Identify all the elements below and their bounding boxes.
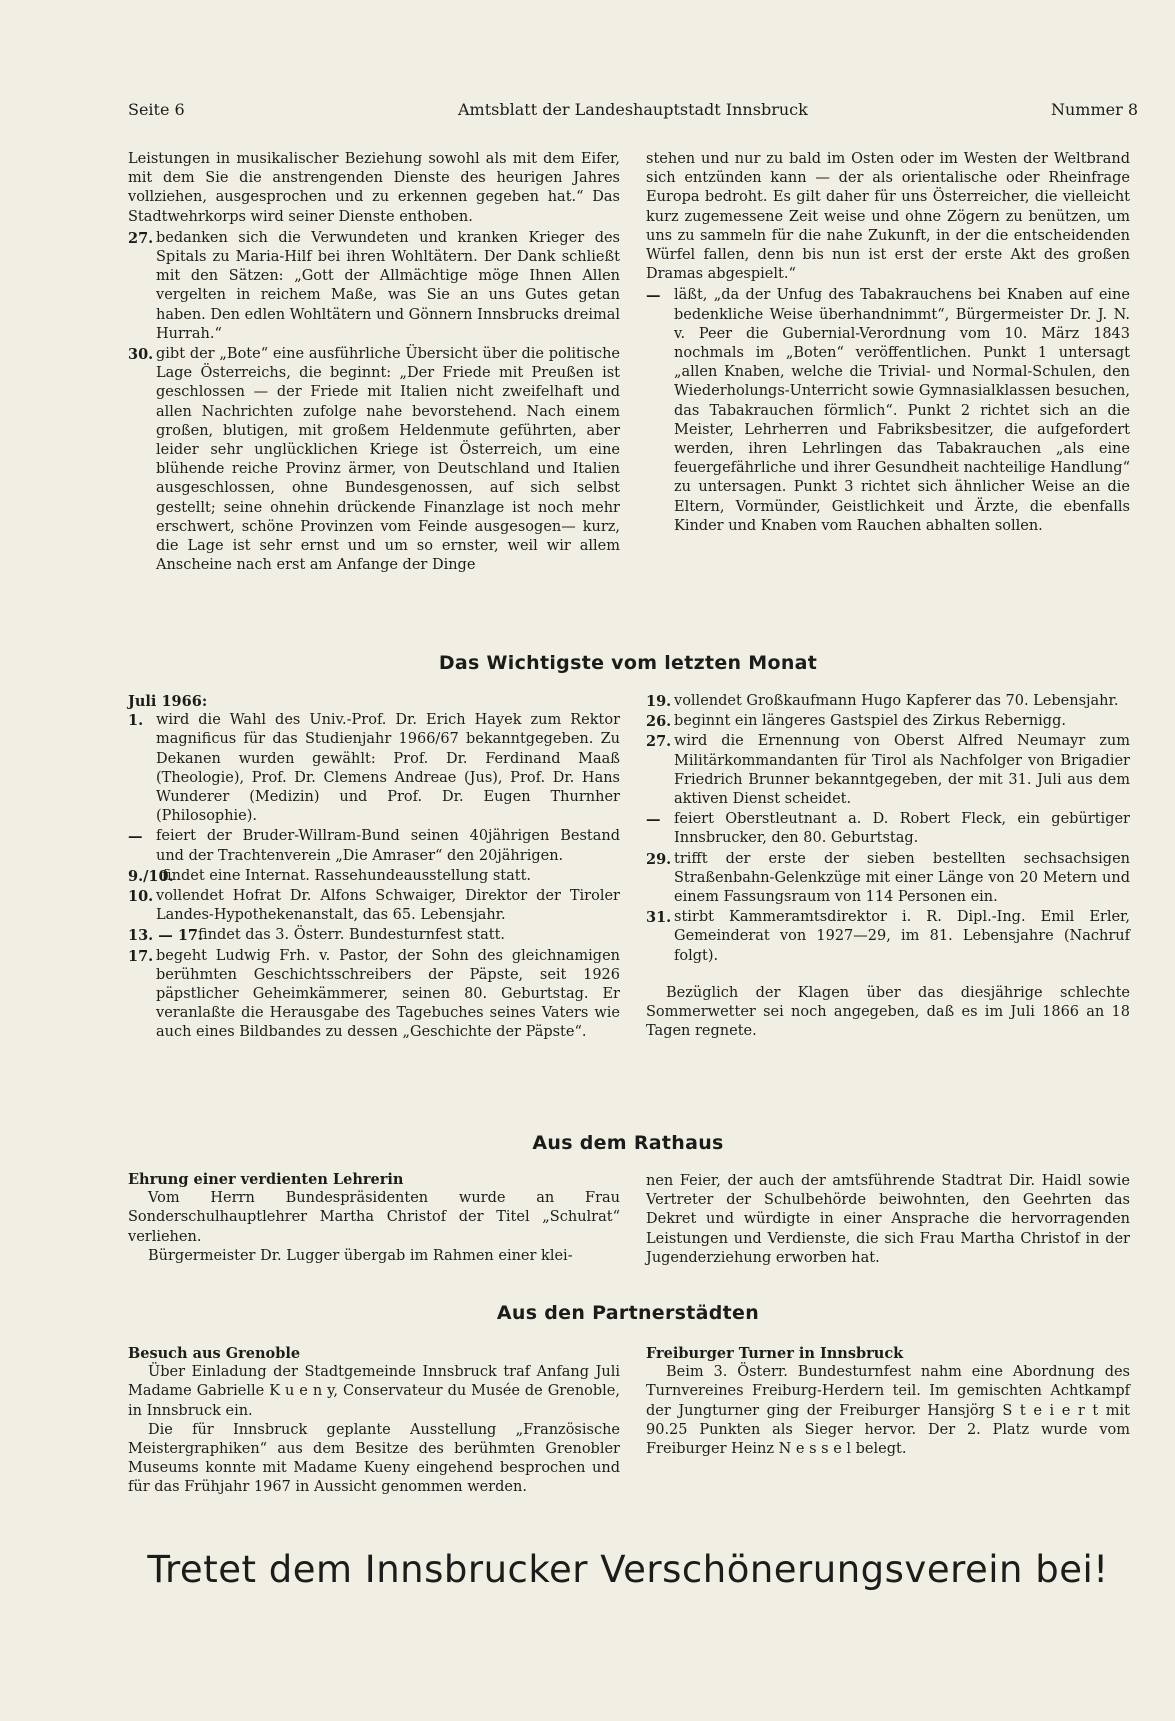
entry-date: — [646, 287, 661, 305]
entry-text: wird die Wahl des Univ.-Prof. Dr. Erich Hayek zum Rektor magnificus für das Studienjahr 1966/67 bekanntgegeben. Zu Dekanen wurden gewählt: Prof. Dr. Ferdinand Maaß (Theologie), Prof. Dr. Clemens Andreae (Jus), Prof. Dr. Hans Wunderer (Medizin) und Prof. Dr. Eugen Thurnher (Philosophie). [156, 712, 620, 825]
entry-date: 31. [646, 909, 672, 927]
article-subheading: Ehrung einer verdienten Lehrerin [128, 1171, 404, 1188]
entry-text: findet das 3. Österr. Bundesturnfest statt. [198, 927, 506, 944]
monat-entry [646, 732, 1130, 809]
rathaus-left-column [128, 1170, 620, 1266]
chronicle-entry [128, 229, 620, 344]
entry-date: 29. [646, 850, 672, 868]
article-paragraph: Die für Innsbruck geplante Ausstellung „Französische Meistergraphiken“ aus dem Besitze des berühmten Grenobler Museums konnte mit Madame Kueny eingehend besprochen und für das Frühjahr 1967 in Aussicht genommen werden. [128, 1421, 620, 1496]
entry-date: 1. [128, 712, 144, 730]
monat-entry [128, 887, 620, 925]
entry-text: stirbt Kammeramtsdirektor i. R. Dipl.-Ing. Emil Erler, Gemeinderat von 1927—29, im 81. Lebensjahre (Nachruf folgt). [674, 909, 1130, 964]
entry-date: 10. [128, 888, 154, 906]
monat-entry [128, 926, 620, 945]
entry-text: feiert Oberstleutnant a. D. Robert Fleck, ein gebürtiger Innsbrucker, den 80. Geburtstag. [674, 811, 1130, 847]
entry-date: 17. [128, 947, 154, 965]
month-label: Juli 1966: [128, 693, 208, 710]
entry-date: 27. [128, 229, 154, 247]
monat-left-column [128, 692, 620, 1044]
entry-text: läßt, „da der Unfug des Tabakrauchens bei Knaben auf eine bedenkliche Weise überhandnimmt“, Bürgermeister Dr. J. N. v. Peer die Gubernial-Verordnung vom 10. März 1843 nochmals im „Boten“ veröffentlichen. Punkt 1 untersagt „allen Knaben, welche die Trivial- und Normal-Schulen, den Wiederholungs-Unterricht sowie Gymnasialklassen besuchen, das Tabakrauchen förmlich“. Punkt 2 richtet sich an die Meister, Lehrherren und Fabriksbesitzer, die aufgefordert werden, ihren Lehrlingen das Tabakrauchen „als eine feuergefährliche und ihrer Gesundheit nachteilige Handlung“ zu untersagen. Punkt 3 richtet sich ähnlicher Weise an die Eltern, Vormünder, Geistlichkeit und Ärzte, die ebenfalls Kinder und Knaben vom Rauchen abhalten sollen. [674, 287, 1130, 534]
entry-date: 13. — 17. [128, 927, 204, 945]
article-paragraph: Bürgermeister Dr. Lugger übergab im Rahmen einer klei- [148, 1247, 573, 1264]
continuation-text: Leistungen in musikalischer Beziehung sowohl als mit dem Eifer, mit dem Sie die anstrengenden Dienste des heurigen Jahres vollziehen, ausgesprochen und zu erkennen gegeben hat.“ Das Stadtwehrkorps wird seiner Dienste enthoben. [128, 151, 620, 225]
entry-text: vollendet Großkaufmann Hugo Kapferer das 70. Lebensjahr. [674, 693, 1119, 709]
partner-right-column [646, 1344, 1130, 1459]
monat-entry [646, 712, 1130, 731]
monat-entry [128, 711, 620, 826]
rathaus-right-column [646, 1172, 1130, 1268]
weather-note: Bezüglich der Klagen über das diesjährige schlechte Sommerwetter sei noch angegeben, daß es im Juli 1866 an 18 Tagen regnete. [646, 984, 1130, 1040]
monat-entry [128, 867, 620, 886]
monat-entry [646, 908, 1130, 966]
monat-right-column [646, 692, 1130, 1041]
monat-entry [646, 850, 1130, 908]
article-paragraph: Beim 3. Österr. Bundesturnfest nahm eine Abordnung des Turnvereines Freiburg-Herdern teil. Im gemischten Achtkampf der Jungturner ging der Freiburger Hansjörg S t e i e r t mit 90.25 Punkten als Sieger hervor. Der 2. Platz wurde vom Freiburger Heinz N e s s e l belegt. [646, 1364, 1130, 1458]
monat-entry [128, 827, 620, 865]
issue-number: Nummer 8 [1050, 100, 1138, 119]
entry-text: begeht Ludwig Frh. v. Pastor, der Sohn des gleichnamigen berühmten Geschichtsschreibers der Päpste, seit 1926 päpstlicher Geheimkämmerer, seinen 80. Geburtstag. Er veranlaßte die Herausgabe des Tagebuches seines Vaters wie auch eines Bildbandes zu dessen „Geschichte der Päpste“. [156, 947, 620, 1041]
section-heading-rathaus: Aus dem Rathaus [532, 1132, 724, 1154]
entry-date: 19. [646, 693, 672, 710]
top-left-column [128, 150, 620, 576]
entry-text: trifft der erste der sieben bestellten sechsachsigen Straßenbahn-Gelenkzüge mit einer Länge von 20 Metern und einem Fassungsraum von 114 Personen ein. [674, 850, 1130, 906]
section-heading-partner: Aus den Partnerstädten [496, 1302, 760, 1324]
entry-date: 9./10. [128, 867, 174, 885]
entry-text: findet eine Internat. Rassehundeausstellung statt. [162, 867, 532, 884]
monat-entry [646, 692, 1130, 711]
running-header [128, 100, 1138, 122]
entry-date: 30. [128, 346, 154, 364]
section-heading-monat: Das Wichtigste vom letzten Monat [438, 652, 818, 674]
top-right-column [646, 150, 1130, 537]
article-paragraph: Vom Herrn Bundespräsidenten wurde an Frau Sonderschulhauptlehrer Martha Christof der Titel „Schulrat“ verliehen. [128, 1190, 620, 1245]
article-subheading: Freiburger Turner in Innsbruck [646, 1345, 904, 1362]
entry-text: beginnt ein längeres Gastspiel des Zirkus Rebernigg. [674, 713, 1066, 730]
monat-entry [128, 947, 620, 1043]
page-number: Seite 6 [128, 100, 185, 119]
entry-text: vollendet Hofrat Dr. Alfons Schwaiger, Direktor der Tiroler Landes-Hypothekenanstalt, das 65. Lebensjahr. [156, 888, 620, 924]
chronicle-entry [128, 345, 620, 575]
article-paragraph: Über Einladung der Stadtgemeinde Innsbruck traf Anfang Juli Madame Gabrielle K u e n y, Conservateur du Musée de Grenoble, in Innsbruck ein. [128, 1364, 620, 1419]
article-subheading: Besuch aus Grenoble [128, 1345, 301, 1362]
association-banner: Tretet dem Innsbrucker Verschönerungsverein bei! [147, 1548, 1109, 1591]
entry-text: gibt der „Bote“ eine ausführliche Übersicht über die politische Lage Österreichs, die beginnt: „Der Friede mit Preußen ist geschlossen — der Friede mit Italien nicht zweifelhaft und allen Nachrichten zufolge nahe bevorstehend. Nach einem großen, blutigen, mit großem Heldenmute geführten, aber leider sehr unglücklichen Kriege ist Österreich, um eine blühende reiche Provinz ärmer, von Deutschland und Italien ausgeschlossen, ohne Bundesgenossen, auf sich selbst gestellt; seine ohnehin drückende Finanzlage ist noch mehr erschwert, schöne Provinzen vom Feinde ausgesogen— kurz, die Lage ist sehr ernst und um so ernster, weil wir allem Anscheine nach erst am Anfange der Dinge [156, 346, 620, 574]
entry-text: feiert der Bruder-Willram-Bund seinen 40jährigen Bestand und der Trachtenverein „Die Amraser“ den 20jährigen. [156, 828, 620, 864]
entry-date: 27. [646, 733, 672, 751]
entry-text: wird die Ernennung von Oberst Alfred Neumayr zum Militärkommandanten für Tirol als Nachfolger von Brigadier Friedrich Brunner bekanntgegeben, der mit 31. Juli aus dem aktiven Dienst scheidet. [674, 733, 1130, 808]
entry-date: 26. [646, 713, 672, 731]
continuation-text: stehen und nur zu bald im Osten oder im Westen der Weltbrand sich entzünden kann — der als orientalische oder Rheinfrage Europa bedroht. Es gilt daher für uns Österreicher, die vielleicht kurz zugemessene Zeit weise und ohne Zögern zu benützen, um uns zu sammeln für die nahe Zukunft, in der die entscheidenden Würfel fallen, denn bis nun ist erst der erste Akt des großen Dramas abgespielt.“ [646, 151, 1130, 283]
publication-title: Amtsblatt der Landeshauptstadt Innsbruck [458, 100, 808, 119]
chronicle-entry [646, 286, 1130, 536]
monat-entry [646, 810, 1130, 848]
entry-date: — [646, 811, 661, 829]
entry-date: — [128, 828, 143, 846]
article-paragraph: nen Feier, der auch der amtsführende Stadtrat Dir. Haidl sowie Vertreter der Schulbehörde beiwohnten, den Geehrten das Dekret und würdigte in einer Ansprache die hervorragenden Leistungen und Verdienste, die sich Frau Martha Christof in der Jugenderziehung erworben hat. [646, 1173, 1130, 1266]
entry-text: bedanken sich die Verwundeten und kranken Krieger des Spitals zu Maria-Hilf bei ihren Wohltätern. Der Dank schließt mit den Sätzen: „Gott der Allmächtige möge Ihnen Allen vergelten in reichem Maße, was Sie an uns Gutes getan haben. Den edlen Wohltätern und Gönnern Innsbrucks dreimal Hurrah.“ [156, 229, 620, 342]
partner-left-column [128, 1344, 620, 1498]
